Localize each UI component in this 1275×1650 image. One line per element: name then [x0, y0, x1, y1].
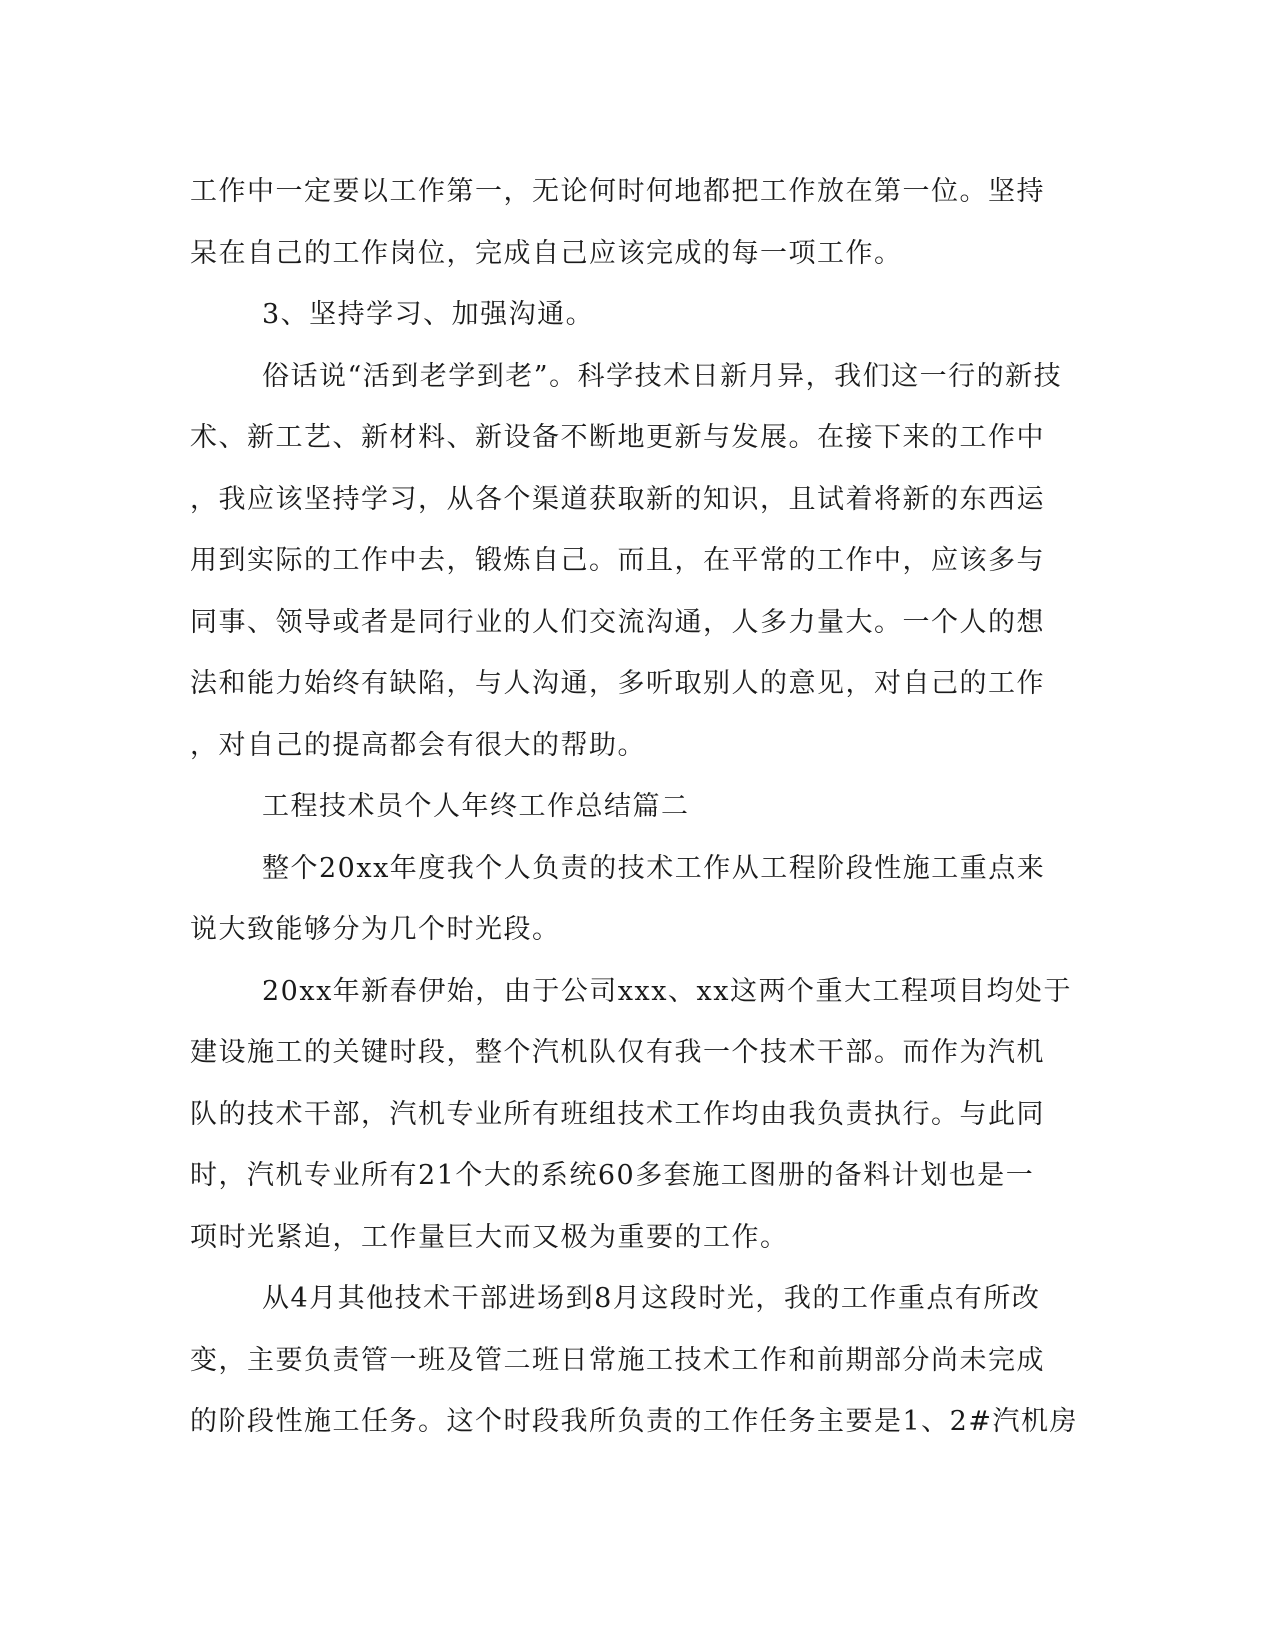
text-line: 用到实际的工作中去，锻炼自己。而且，在平常的工作中，应该多与	[190, 545, 1045, 576]
text-line: ，我应该坚持学习，从各个渠道获取新的知识，且试着将新的东西运	[190, 483, 1045, 515]
text-line: 整个20xx年度我个人负责的技术工作从工程阶段性施工重点来	[262, 852, 1046, 884]
text-line: ，对自己的提高都会有很大的帮助。	[190, 729, 646, 761]
text-line: 队的技术干部，汽机专业所有班组技术工作均由我负责执行。与此同	[190, 1098, 1045, 1130]
text-line: 3、坚持学习、加强沟通。	[262, 299, 595, 330]
text-line: 工程技术员个人年终工作总结篇二	[262, 791, 690, 822]
text-line: 呆在自己的工作岗位，完成自己应该完成的每一项工作。	[190, 237, 903, 269]
text-line: 说大致能够分为几个时光段。	[190, 914, 561, 945]
document-body	[190, 161, 1080, 1453]
text-line: 同事、领导或者是同行业的人们交流沟通，人多力量大。一个人的想	[190, 606, 1045, 638]
text-line: 项时光紧迫，工作量巨大而又极为重要的工作。	[190, 1221, 789, 1253]
text-line: 的阶段性施工任务。这个时段我所负责的工作任务主要是1、2#汽机房	[190, 1406, 1078, 1437]
text-line: 法和能力始终有缺陷，与人沟通，多听取别人的意见，对自己的工作	[190, 668, 1045, 699]
text-line: 工作中一定要以工作第一，无论何时何地都把工作放在第一位。坚持	[190, 176, 1045, 207]
text-line: 从4月其他技术干部进场到8月这段时光，我的工作重点有所改	[262, 1283, 1041, 1314]
text-line: 变，主要负责管一班及管二班日常施工技术工作和前期部分尚未完成	[190, 1344, 1045, 1376]
text-line: 时，汽机专业所有21个大的系统60多套施工图册的备料计划也是一	[190, 1160, 1035, 1191]
text-line: 20xx年新春伊始，由于公司xxx、xx这两个重大工程项目均处于	[262, 975, 1072, 1007]
text-line: 俗话说“活到老学到老”。科学技术日新月异，我们这一行的新技	[262, 360, 1063, 392]
text-line: 术、新工艺、新材料、新设备不断地更新与发展。在接下来的工作中	[190, 422, 1045, 453]
text-line: 建设施工的关键时段，整个汽机队仅有我一个技术干部。而作为汽机	[190, 1037, 1045, 1068]
